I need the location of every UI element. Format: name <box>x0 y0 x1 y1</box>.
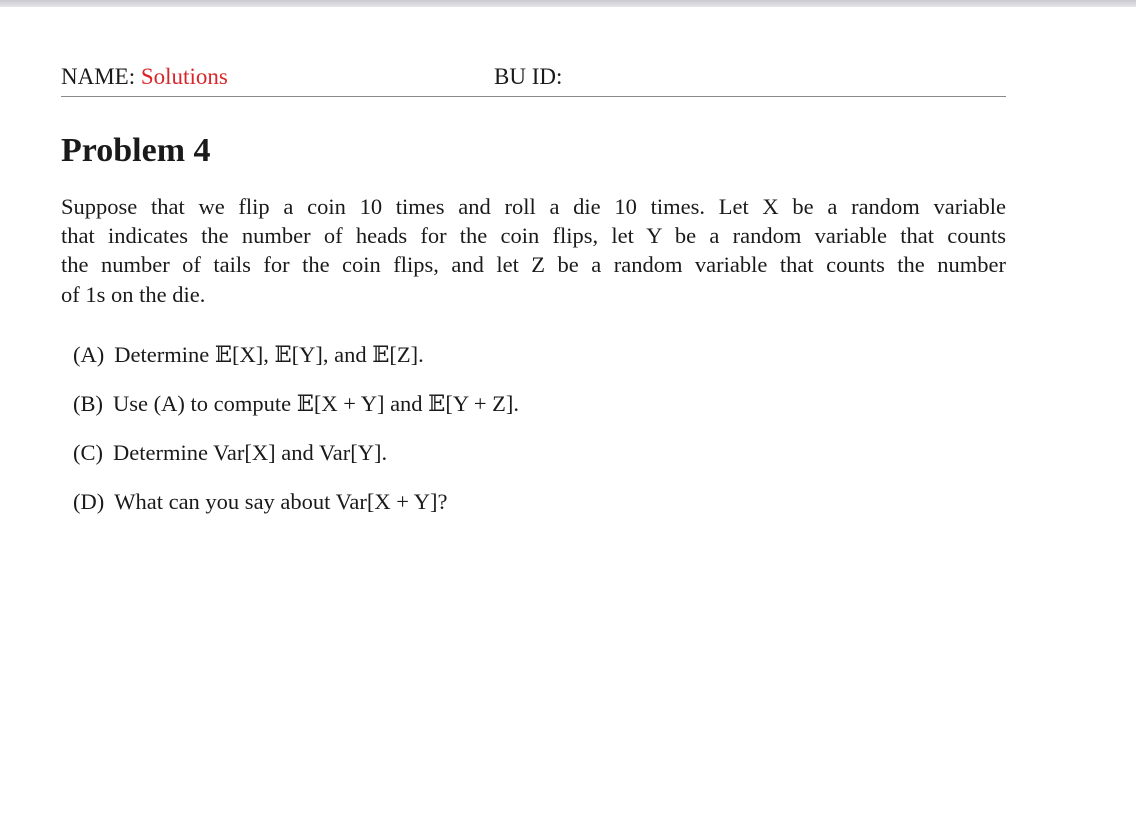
part-letter: (A) <box>73 342 105 367</box>
problem-statement-line: of 1s on the die. <box>61 281 206 307</box>
part-letter: (B) <box>73 391 103 416</box>
part-letter: (D) <box>73 489 105 514</box>
name-field <box>61 64 228 90</box>
header-row <box>61 62 1006 97</box>
part-text: Determine Var[X] and Var[Y]. <box>113 440 388 465</box>
problem-parts-list <box>73 337 519 533</box>
bu-id-label: BU ID: <box>494 64 563 89</box>
part-letter: (C) <box>73 440 103 465</box>
viewer-top-border <box>0 0 1136 7</box>
problem-statement-line: the number of tails for the coin flips, and let Z be a random variable that counts the number <box>61 252 1006 278</box>
document-page <box>0 7 1136 813</box>
part-d <box>73 484 519 533</box>
part-text: Use (A) to compute 𝔼[X + Y] and 𝔼[Y + Z]. <box>113 391 520 416</box>
part-c <box>73 435 519 484</box>
problem-statement-line: that indicates the number of heads for the coin flips, let Y be a random variable that counts <box>61 223 1006 249</box>
part-text: What can you say about Var[X + Y]? <box>114 489 448 514</box>
part-text: Determine 𝔼[X], 𝔼[Y], and 𝔼[Z]. <box>114 342 424 367</box>
problem-title: Problem 4 <box>61 132 211 169</box>
bu-id-field <box>494 64 562 90</box>
part-a <box>73 337 519 386</box>
name-label: NAME: <box>61 64 136 89</box>
problem-statement-line: Suppose that we flip a coin 10 times and roll a die 10 times. Let X be a random variable <box>61 194 1006 219</box>
part-b <box>73 386 519 435</box>
problem-statement <box>61 192 1006 309</box>
name-value: Solutions <box>140 64 228 89</box>
